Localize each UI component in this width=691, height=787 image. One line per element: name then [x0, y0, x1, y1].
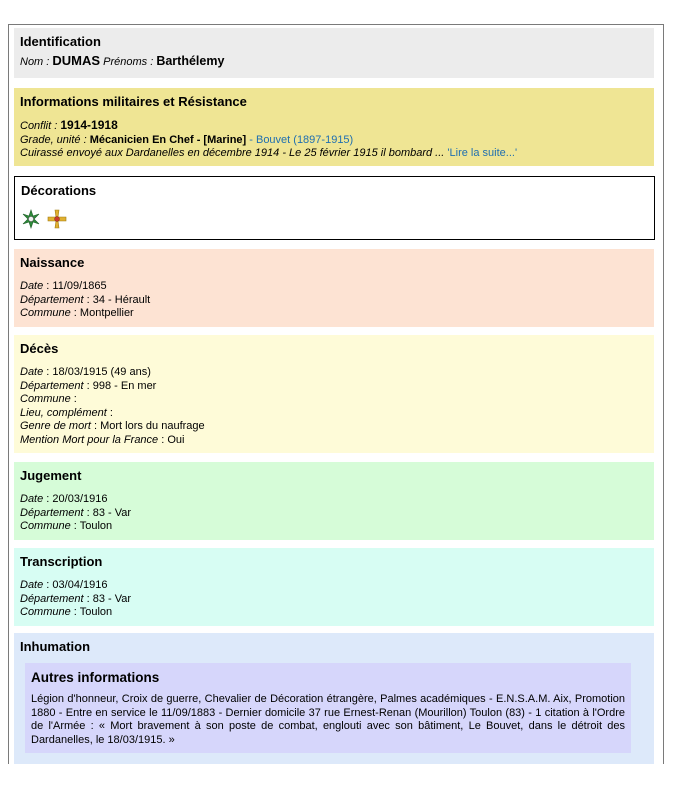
- conflit-value: 1914-1918: [60, 118, 118, 132]
- death-mention-line: [20, 434, 648, 448]
- death-mention-label: Mention Mort pour la France: [20, 433, 159, 446]
- summary-text: Cuirassé envoyé aux Dardanelles en décembre 1914 - Le 25 février 1915 il bombard ...: [20, 147, 448, 159]
- other-info-title: Autres informations: [31, 670, 160, 685]
- death-genre-value: : Mort lors du naufrage: [90, 420, 205, 432]
- death-date-line: [20, 366, 648, 380]
- grade-label: Grade, unité :: [20, 133, 90, 146]
- transcription-commune-line: [20, 606, 648, 620]
- judgment-date-value: : 20/03/1916: [43, 493, 108, 505]
- death-commune-label: Commune: [20, 393, 71, 405]
- military-section: [14, 88, 654, 166]
- birth-dept-line: [20, 294, 648, 308]
- medals-row: [21, 209, 648, 229]
- unit-link[interactable]: - Bouvet (1897-1915): [246, 133, 354, 146]
- judgment-dept-label: Département: [20, 506, 84, 519]
- other-info-text: Légion d'honneur, Croix de guerre, Chevalier de Décoration étrangère, Palmes académiques - E.N.S.A.M. Aix, Promotion 1880 - Entre en service le 11/09/1883 - Dernier domicile 37 rue Ernest-Renan (Mourillon) Toulon (83) - 1 citation à l'Ordre de l'Armée : « Mort bravement à son poste de combat, englouti avec son bâtiment, Le Bouvet, dans le détroit des Dardanelles, le 18/03/1915. »: [31, 693, 625, 746]
- death-lieu-line: [20, 407, 648, 421]
- military-title: Informations militaires et Résistance: [20, 94, 247, 109]
- death-date-label: Date: [20, 366, 44, 378]
- birth-commune-value: : Montpellier: [70, 307, 134, 319]
- grade-value: Mécanicien En Chef - [Marine]: [89, 133, 247, 146]
- death-date-value: : 18/03/1915 (49 ans): [43, 366, 151, 378]
- death-genre-line: [20, 420, 648, 434]
- death-title: Décès: [20, 341, 59, 356]
- read-more-link[interactable]: 'Lire la suite...': [447, 147, 518, 159]
- birth-title: Naissance: [20, 255, 85, 270]
- nom-label: Nom :: [20, 56, 53, 68]
- prenoms-label: Prénoms :: [100, 56, 157, 68]
- transcription-section: [14, 548, 654, 626]
- judgment-title: Jugement: [20, 468, 82, 483]
- decorations-section: [14, 176, 655, 240]
- death-genre-label: Genre de mort: [20, 420, 91, 432]
- judgment-commune-value: : Toulon: [70, 520, 113, 532]
- identification-title: Identification: [20, 34, 101, 49]
- conflit-line: [20, 119, 648, 134]
- grade-line: [20, 134, 648, 148]
- transcription-commune-label: Commune: [20, 606, 71, 618]
- death-dept-line: [20, 380, 648, 394]
- birth-date-value: : 11/09/1865: [43, 280, 107, 292]
- judgment-section: [14, 462, 654, 540]
- death-lieu-value: :: [106, 406, 113, 419]
- birth-commune-label: Commune: [20, 307, 71, 319]
- burial-section: [14, 633, 654, 764]
- conflit-label: Conflit :: [20, 120, 61, 132]
- prenoms-value: Barthélemy: [156, 54, 225, 68]
- death-mention-value: : Oui: [158, 433, 185, 446]
- judgment-date-label: Date: [20, 493, 44, 505]
- death-commune-value: :: [70, 393, 77, 405]
- legion-honneur-icon: [21, 209, 41, 229]
- transcription-commune-value: : Toulon: [70, 606, 113, 618]
- death-lieu-label: Lieu, complément: [20, 406, 107, 419]
- birth-date-line: [20, 280, 648, 294]
- birth-dept-label: Département: [20, 293, 84, 306]
- name-line: [20, 54, 648, 70]
- transcription-dept-value: : 83 - Var: [83, 592, 132, 605]
- judgment-dept-line: [20, 507, 648, 521]
- judgment-commune-line: [20, 520, 648, 534]
- transcription-title: Transcription: [20, 554, 103, 569]
- transcription-date-value: : 03/04/1916: [43, 579, 108, 591]
- croix-de-guerre-icon: [47, 209, 67, 229]
- other-info-box: [25, 663, 631, 753]
- transcription-dept-label: Département: [20, 592, 84, 605]
- decorations-title: Décorations: [21, 183, 97, 198]
- birth-date-label: Date: [20, 280, 44, 292]
- transcription-date-label: Date: [20, 579, 44, 591]
- judgment-dept-value: : 83 - Var: [83, 506, 132, 519]
- identification-section: [14, 28, 654, 78]
- burial-title: Inhumation: [20, 639, 91, 654]
- nom-value: DUMAS: [52, 53, 101, 68]
- death-dept-label: Département: [20, 379, 84, 392]
- death-section: [14, 335, 654, 453]
- death-commune-line: [20, 393, 648, 407]
- birth-section: [14, 249, 654, 327]
- birth-dept-value: : 34 - Hérault: [83, 293, 151, 306]
- summary-line: [20, 147, 648, 161]
- birth-commune-line: [20, 307, 648, 321]
- death-dept-value: : 998 - En mer: [83, 379, 157, 392]
- transcription-date-line: [20, 579, 648, 593]
- judgment-date-line: [20, 493, 648, 507]
- judgment-commune-label: Commune: [20, 520, 71, 532]
- transcription-dept-line: [20, 593, 648, 607]
